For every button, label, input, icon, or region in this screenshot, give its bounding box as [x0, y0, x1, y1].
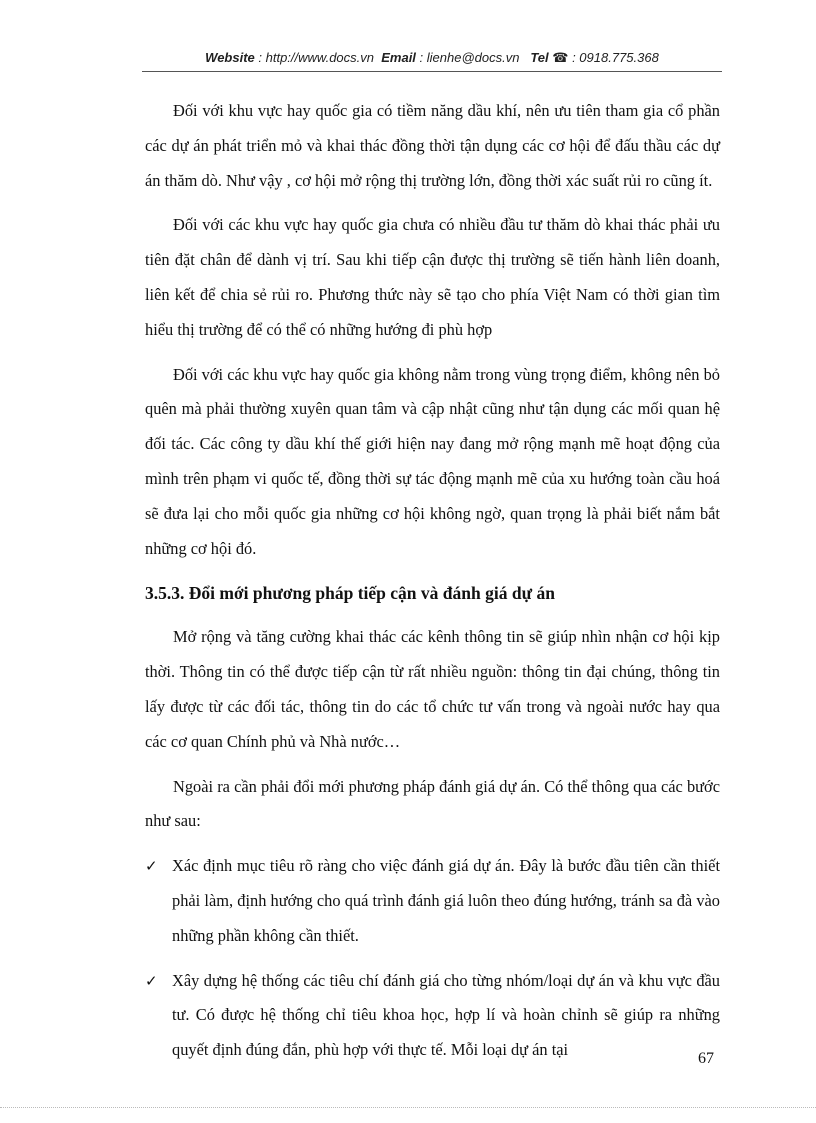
- page-bottom-border: [0, 1107, 816, 1108]
- checkmark-icon: ✓: [145, 857, 158, 876]
- phone-icon: ☎: [552, 50, 569, 65]
- email-link[interactable]: : lienhe@docs.vn: [419, 50, 520, 65]
- checklist: [145, 849, 720, 1068]
- section-heading: 3.5.3. Đổi mới phương pháp tiếp cận và đánh giá dự án: [145, 583, 555, 604]
- list-item-text: Xây dựng hệ thống các tiêu chí đánh giá cho từng nhóm/loại dự án và khu vực đầu tư. Có được hệ thống chỉ tiêu khoa học, hợp lí và hoàn chỉnh sẽ giúp ra những quyết định đúng đắn, phù hợp với thực tế. Mỗi loại dự án tại: [172, 970, 720, 1060]
- website-link[interactable]: : http://www.docs.vn: [258, 50, 374, 65]
- list-item: [145, 849, 720, 953]
- list-item-text: Xác định mục tiêu rõ ràng cho việc đánh giá dự án. Đây là bước đầu tiên cần thiết phải làm, định hướng cho quá trình đánh giá luôn theo đúng hướng, tránh sa đà vào những phần không cần thiết.: [172, 856, 720, 945]
- page-header: [142, 50, 722, 66]
- website-label: Website: [205, 50, 255, 65]
- tel-label: Tel: [530, 50, 549, 65]
- page-number: 67: [698, 1050, 714, 1067]
- body-paragraph: Đối với khu vực hay quốc gia có tiềm năng dầu khí, nên ưu tiên tham gia cổ phần các dự án phát triển mỏ và khai thác đồng thời tận dụng các cơ hội để đấu thầu các dự án thăm dò. Như vậy , cơ hội mở rộng thị trường lớn, đồng thời xác suất rủi ro cũng ít.: [145, 101, 720, 190]
- page-body: [145, 94, 720, 1078]
- body-paragraph: Đối với các khu vực hay quốc gia không nằm trong vùng trọng điểm, không nên bỏ quên mà phải thường xuyên quan tâm và cập nhật cũng như tận dụng các mối quan hệ đối tác. Các công ty dầu khí thế giới hiện nay đang mở rộng mạnh mẽ hoạt động của mình trên phạm vi quốc tế, đồng thời sự tác động mạnh mẽ của xu hướng toàn cầu hoá sẽ đưa lại cho mỗi quốc gia những cơ hội không ngờ, quan trọng là phải biết nắm bắt những cơ hội đó.: [145, 364, 720, 558]
- body-paragraph: Đối với các khu vực hay quốc gia chưa có nhiều đầu tư thăm dò khai thác phải ưu tiên đặt chân để dành vị trí. Sau khi tiếp cận được thị trường sẽ tiến hành liên doanh, liên kết để chia sẻ rủi ro. Phương thức này sẽ tạo cho phía Việt Nam có thời gian tìm hiểu thị trường để có thể có những hướng đi phù hợp: [145, 215, 720, 339]
- tel-value: : 0918.775.368: [572, 50, 659, 65]
- body-paragraph: Mở rộng và tăng cường khai thác các kênh thông tin sẽ giúp nhìn nhận cơ hội kịp thời. Thông tin có thể được tiếp cận từ rất nhiều nguồn: thông tin đại chúng, thông tin lấy được từ các đối tác, thông tin do các tổ chức tư vấn trong và ngoài nước hay qua các cơ quan Chính phủ và Nhà nước…: [145, 627, 720, 751]
- header-divider: [142, 71, 722, 72]
- email-label: Email: [381, 50, 416, 65]
- list-item: [145, 964, 720, 1068]
- body-paragraph: Ngoài ra cần phải đổi mới phương pháp đánh giá dự án. Có thể thông qua các bước như sau:: [145, 776, 720, 831]
- checkmark-icon: ✓: [145, 971, 158, 990]
